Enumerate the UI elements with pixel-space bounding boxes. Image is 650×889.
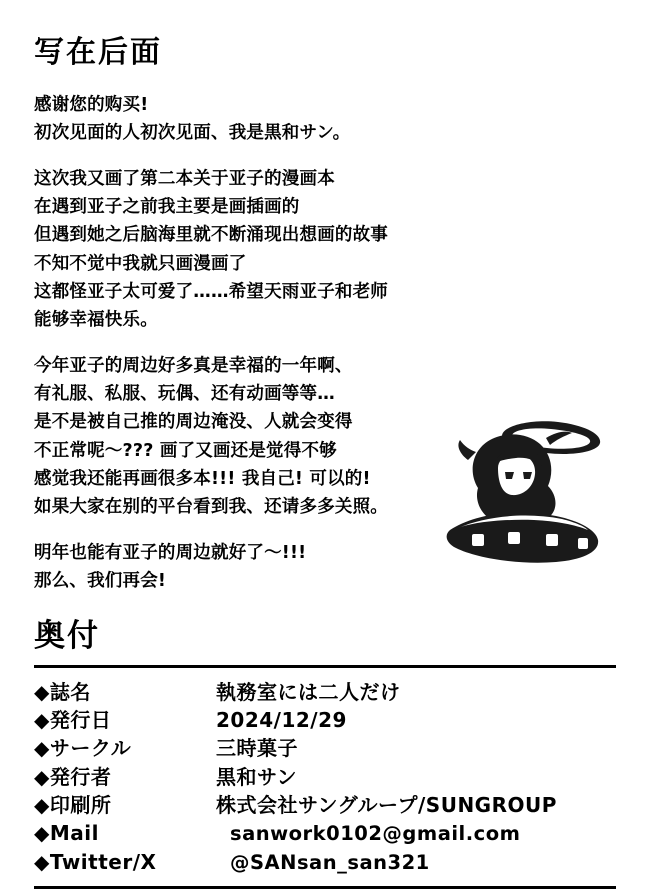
colophon-value: 2024/12/29 — [216, 707, 347, 732]
afterword-paragraph — [34, 539, 616, 596]
afterword-paragraph — [34, 352, 616, 522]
colophon-table — [34, 678, 616, 877]
colophon-value: 執務室には二人だけ — [216, 679, 401, 704]
colophon-heading: 奥付 — [34, 617, 100, 654]
colophon-value-mail[interactable]: sanwork0102@gmail.com — [230, 822, 521, 846]
afterword-line: 但遇到她之后脑海里就不断涌现出想画的故事 — [34, 225, 388, 246]
colophon-value: 株式会社サングループ/SUNGROUP — [216, 793, 557, 818]
afterword-line: 能够幸福快乐。 — [34, 310, 158, 331]
afterword-line: 在遇到亚子之前我主要是画插画的 — [34, 197, 300, 218]
afterword-line: 不正常呢～??? 画了又画还是觉得不够 — [34, 440, 337, 461]
colophon-label: ◆誌名 — [34, 679, 91, 704]
colophon-row-author — [34, 763, 616, 791]
afterword-paragraph — [34, 165, 616, 335]
colophon-label: ◆Twitter/X — [34, 850, 157, 875]
colophon-row-twitter — [34, 848, 616, 877]
afterword-line: 这都怪亚子太可爱了……希望天雨亚子和老师 — [34, 282, 388, 303]
afterword-line: 有礼服、私服、玩偶、还有动画等等… — [34, 384, 335, 405]
afterword-line: 不知不觉中我就只画漫画了 — [34, 253, 247, 274]
afterword-line: 这次我又画了第二本关于亚子的漫画本 — [34, 168, 335, 189]
colophon-label: ◆発行日 — [34, 707, 112, 732]
colophon-row-title — [34, 678, 616, 706]
afterword-body — [34, 91, 616, 596]
colophon-row-circle — [34, 734, 616, 762]
colophon-label: ◆Mail — [34, 821, 99, 846]
afterword-line: 是不是被自己推的周边淹没、人就会变得 — [34, 412, 353, 433]
afterword-line: 如果大家在别的平台看到我、还请多多关照。 — [34, 497, 388, 518]
colophon-rule-top — [34, 665, 616, 668]
afterword-line: 感谢您的购买! — [34, 95, 149, 115]
colophon-row-printer — [34, 791, 616, 819]
colophon-rule-bottom — [34, 886, 616, 889]
colophon-value: 三時菓子 — [216, 736, 298, 761]
colophon-row-mail — [34, 819, 616, 848]
afterword-line: 初次见面的人初次见面、我是黒和サン。 — [34, 123, 351, 144]
afterword-line: 感觉我还能再画很多本!!! 我自己! 可以的! — [34, 469, 371, 490]
colophon-label: ◆サークル — [34, 736, 132, 761]
colophon-label: ◆発行者 — [34, 764, 112, 789]
afterword-paragraph — [34, 91, 616, 148]
afterword-heading: 写在后面 — [34, 35, 162, 70]
afterword-line: 那么、我们再会! — [34, 571, 167, 592]
colophon-value: 黒和サン — [216, 764, 297, 789]
afterword-line: 明年也能有亚子的周边就好了～!!! — [34, 542, 307, 563]
colophon-value-twitter[interactable]: @SANsan_san321 — [230, 851, 430, 875]
colophon-row-date — [34, 706, 616, 734]
afterword-line: 今年亚子的周边好多真是幸福的一年啊、 — [34, 355, 353, 376]
colophon-label: ◆印刷所 — [34, 793, 112, 818]
